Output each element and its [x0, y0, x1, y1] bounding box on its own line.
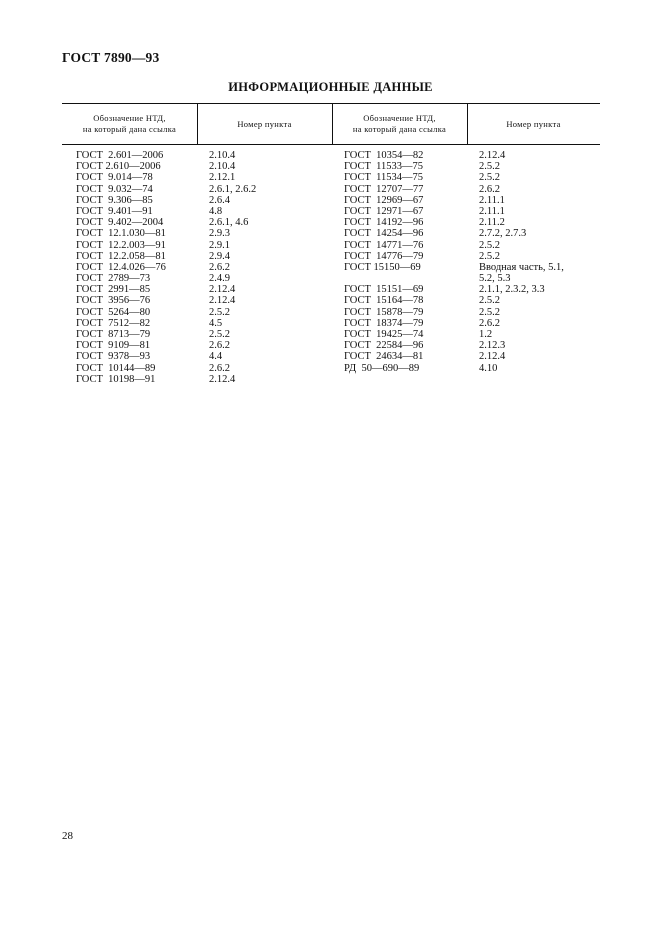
table-cell-item: 4.8 — [209, 205, 223, 217]
table-cell-reference: ГОСТ 12707—77 — [344, 183, 424, 195]
table-cell-reference: ГОСТ 2991—85 — [76, 284, 151, 296]
column-left-references — [76, 150, 196, 385]
table-cell-reference: ГОСТ 9.401—91 — [76, 205, 153, 217]
table-cell-reference: ГОСТ 14776—79 — [344, 250, 424, 262]
table-cell-reference: ГОСТ 12.2.003—91 — [76, 239, 166, 251]
table-cell-reference: ГОСТ 14192—96 — [344, 217, 424, 229]
table-cell-item: 2.1.1, 2.3.2, 3.3 — [479, 284, 545, 296]
table-body — [62, 145, 600, 385]
header-label: Номер пункта — [506, 118, 561, 129]
header-label: Обозначение НТД, на который дана ссылка — [82, 113, 177, 134]
table-cell-item: 2.6.1, 2.6.2 — [209, 183, 257, 195]
table-cell-item: 2.6.2 — [479, 183, 500, 195]
table-cell-reference: ГОСТ 9109—81 — [76, 340, 151, 352]
table-cell-item: 2.10.4 — [209, 161, 236, 173]
table-cell-reference: ГОСТ 2.610—2006 — [76, 161, 161, 173]
table-cell-item: 2.5.2 — [479, 306, 500, 318]
table-cell-item: 2.6.2 — [209, 362, 230, 374]
page-number: 28 — [62, 830, 73, 842]
table-cell-reference: ГОСТ 12.2.058—81 — [76, 250, 166, 262]
table-cell-reference: ГОСТ 18374—79 — [344, 317, 424, 329]
table-cell-item: 2.12.1 — [209, 172, 236, 184]
column-right-references — [344, 150, 464, 374]
table-cell-item: 2.6.2 — [479, 317, 500, 329]
table-cell-item: 2.6.2 — [209, 261, 230, 273]
table-cell-item: 1.2 — [479, 329, 493, 341]
table-cell-reference: ГОСТ 9.032—74 — [76, 183, 153, 195]
table-cell-reference: ГОСТ 9.014—78 — [76, 172, 153, 184]
table-cell-item: 2.12.4 — [209, 284, 236, 296]
table-cell-reference: ГОСТ 2789—73 — [76, 273, 151, 285]
column-divider — [197, 104, 198, 144]
header-label: Обозначение НТД, на который дана ссылка — [352, 113, 447, 134]
table-cell-item: 2.5.2 — [479, 172, 500, 184]
table-cell-item: 4.10 — [479, 362, 498, 374]
table-cell-item: 2.5.2 — [209, 329, 230, 340]
table-cell-item: 2.5.2 — [479, 161, 500, 173]
table-cell-reference: ГОСТ 12969—67 — [344, 194, 424, 206]
table-cell-reference: ГОСТ 15150—69 — [344, 261, 421, 273]
table-cell-reference: ГОСТ 11533—75 — [344, 161, 424, 173]
table-cell-item: 2.12.4 — [479, 150, 506, 161]
table-cell-item: 2.5.2 — [479, 239, 500, 251]
table-cell-reference: ГОСТ 7512—82 — [76, 317, 151, 329]
table-cell-reference: ГОСТ 12971—67 — [344, 205, 424, 217]
document-designation: ГОСТ 7890—93 — [62, 50, 160, 65]
table-cell-item: 4.5 — [209, 317, 223, 329]
table-cell-reference: ГОСТ 15878—79 — [344, 306, 424, 318]
table-header — [62, 103, 600, 145]
column-divider — [467, 104, 468, 144]
table-cell-item: 2.5.2 — [209, 306, 230, 318]
table-cell-reference: ГОСТ 14771—76 — [344, 239, 424, 251]
table-cell-item: 2.11.2 — [479, 217, 505, 229]
column-right-items — [479, 150, 599, 374]
header-cell-item-right — [467, 104, 600, 144]
section-title: ИНФОРМАЦИОННЫЕ ДАННЫЕ — [228, 80, 433, 94]
table-cell-reference: ГОСТ 10354—82 — [344, 150, 424, 161]
table-cell-item: 2.11.1 — [479, 194, 505, 206]
table-cell-item: 2.7.2, 2.7.3 — [479, 228, 527, 240]
table-cell-item: 2.4.9 — [209, 273, 230, 285]
table-cell-reference: ГОСТ 12.1.030—81 — [76, 228, 166, 240]
column-left-items — [209, 150, 329, 385]
table-cell-reference: ГОСТ 14254—96 — [344, 228, 424, 240]
table-cell-item: Вводная часть, 5.1, 5.2, 5.3 — [479, 261, 564, 285]
table-cell-reference: ГОСТ 10144—89 — [76, 362, 156, 374]
table-cell-item: 4.4 — [209, 351, 223, 363]
header-label: Номер пункта — [237, 118, 292, 129]
table-cell-reference: ГОСТ 9.306—85 — [76, 194, 153, 206]
table-cell-reference: ГОСТ 9.402—2004 — [76, 217, 164, 229]
table-cell-reference: ГОСТ 5264—80 — [76, 306, 151, 318]
references-table — [62, 103, 600, 385]
table-cell-item: 2.6.2 — [209, 340, 230, 352]
table-cell-reference: ГОСТ 2.601—2006 — [76, 150, 164, 161]
table-cell-reference: РД 50—690—89 — [344, 362, 420, 374]
table-cell-item: 2.12.4 — [209, 295, 236, 307]
table-cell-reference: ГОСТ 10198—91 — [76, 373, 156, 385]
header-cell-item-left — [197, 104, 332, 144]
table-cell-reference: ГОСТ 15151—69 — [344, 284, 424, 296]
table-cell-reference: ГОСТ 3956—76 — [76, 295, 151, 307]
header-cell-ref-left — [62, 104, 197, 144]
table-cell-item: 2.10.4 — [209, 150, 236, 161]
table-cell-item: 2.12.4 — [209, 373, 236, 385]
table-cell-item: 2.9.3 — [209, 228, 230, 240]
header-cell-ref-right — [332, 104, 467, 144]
table-cell-item: 2.9.4 — [209, 250, 230, 262]
table-cell-reference: ГОСТ 12.4.026—76 — [76, 261, 166, 273]
table-cell-reference: ГОСТ 9378—93 — [76, 351, 151, 363]
table-cell-item: 2.9.1 — [209, 239, 230, 251]
column-divider — [332, 104, 333, 144]
table-cell-item: 2.5.2 — [479, 250, 500, 262]
table-cell-reference: ГОСТ 19425—74 — [344, 329, 424, 341]
table-cell-item: 2.12.4 — [479, 351, 506, 363]
table-cell-item: 2.5.2 — [479, 295, 500, 307]
table-cell-reference: ГОСТ 8713—79 — [76, 329, 151, 340]
table-cell-item: 2.11.1 — [479, 205, 505, 217]
table-cell-item: 2.12.3 — [479, 340, 506, 352]
table-cell-reference: ГОСТ 11534—75 — [344, 172, 424, 184]
table-cell-reference: ГОСТ 24634—81 — [344, 351, 424, 363]
table-cell-item: 2.6.1, 4.6 — [209, 217, 249, 229]
table-cell-reference: ГОСТ 22584—96 — [344, 340, 424, 352]
table-cell-reference: ГОСТ 15164—78 — [344, 295, 424, 307]
table-cell-item: 2.6.4 — [209, 194, 230, 206]
